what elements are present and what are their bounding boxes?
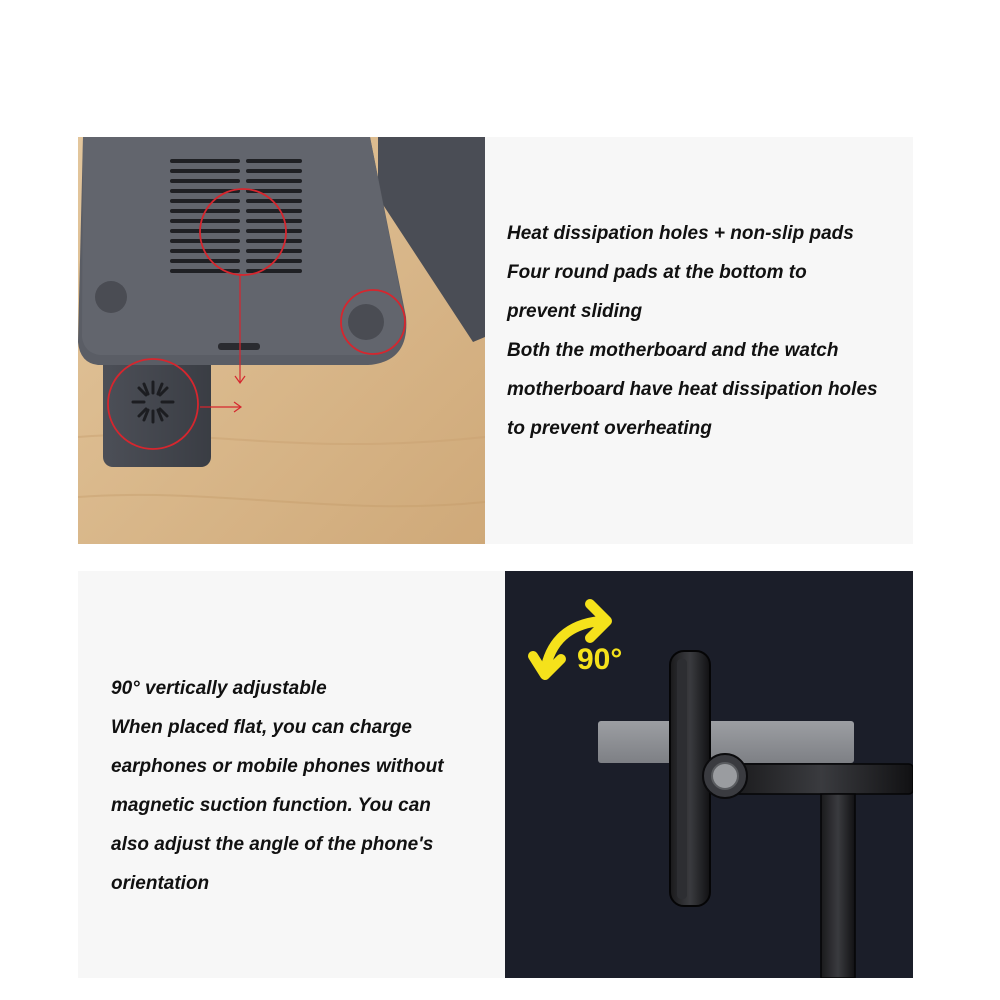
adjustable-description — [111, 669, 444, 903]
non-slip-pad-left — [95, 281, 127, 313]
text-line: prevent sliding — [507, 301, 643, 322]
text-line: Both the motherboard and the watch — [507, 340, 839, 361]
text-line: 90° vertically adjustable — [111, 678, 327, 699]
text-line: motherboard have heat dissipation holes — [507, 379, 878, 400]
rotation-label: 90° — [577, 643, 623, 676]
text-line: also adjust the angle of the phone's — [111, 834, 434, 855]
text-line: orientation — [111, 873, 210, 894]
text-line: to prevent overheating — [507, 418, 712, 439]
text-line: Four round pads at the bottom to — [507, 262, 807, 283]
text-line: earphones or mobile phones without — [111, 756, 444, 777]
rotation-illustration — [505, 571, 913, 978]
charger-bottom-illustration — [78, 137, 485, 544]
feature-panel-adjustable — [78, 571, 913, 978]
non-slip-pad-right — [348, 304, 384, 340]
text-line: When placed flat, you can charge — [111, 717, 412, 738]
feature-panel-heat-dissipation — [78, 137, 913, 544]
product-photo-rotation — [505, 571, 913, 978]
text-line: Heat dissipation holes + non-slip pads — [507, 223, 854, 244]
heat-dissipation-description — [507, 214, 878, 448]
text-line: magnetic suction function. You can — [111, 795, 431, 816]
product-photo-bottom-view — [78, 137, 485, 544]
